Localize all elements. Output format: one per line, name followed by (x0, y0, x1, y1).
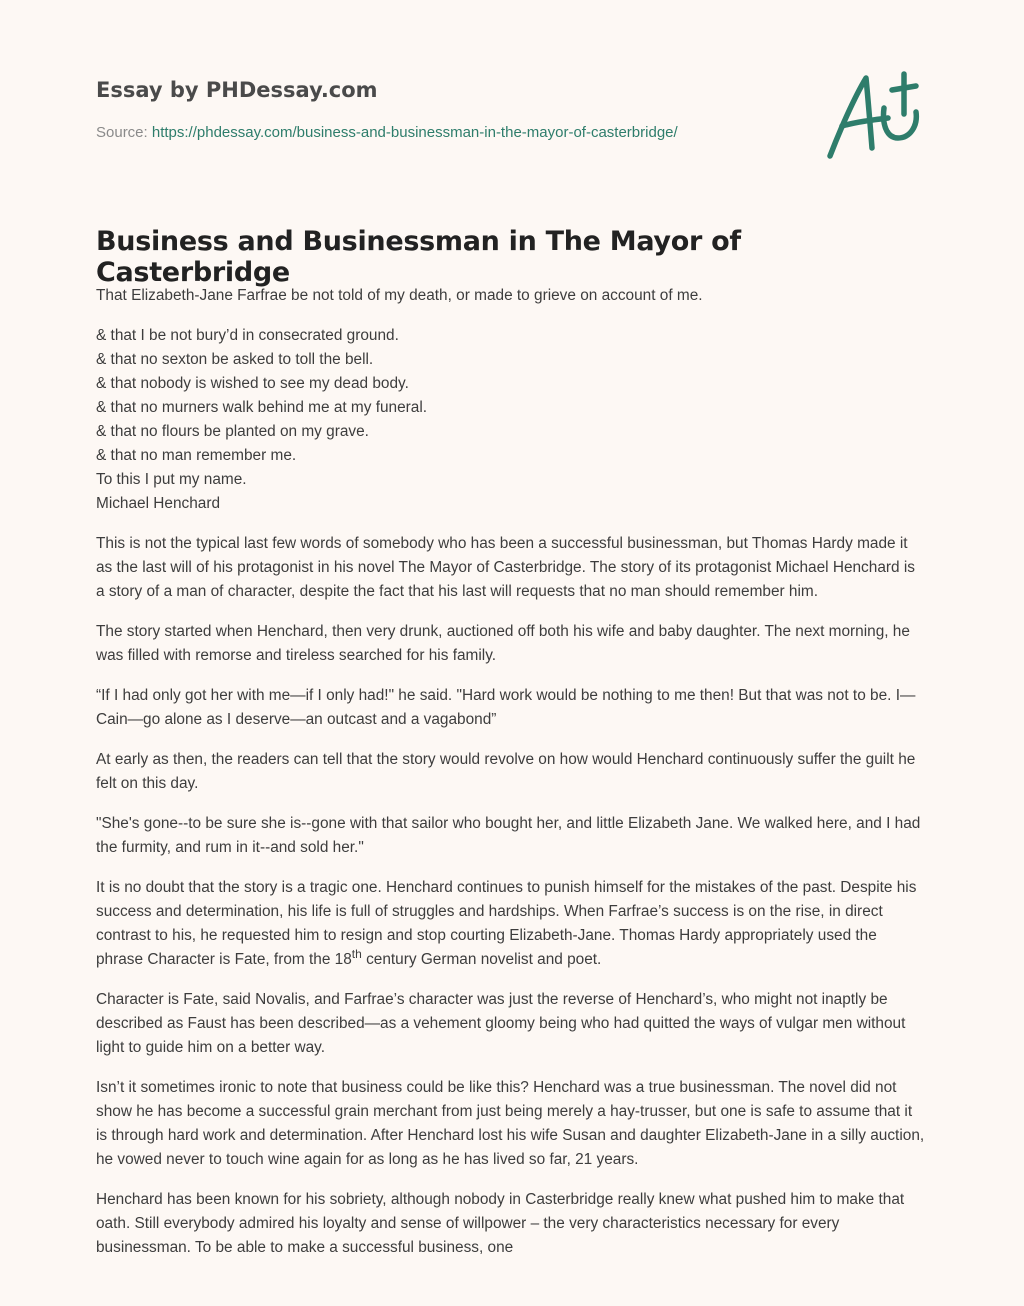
source-link[interactable]: https://phdessay.com/business-and-businessman-in-the-mayor-of-casterbridge/ (151, 124, 678, 141)
paragraph-text: century German novelist and poet. (361, 951, 602, 968)
header (96, 74, 936, 174)
paragraph: “If I had only got her with me—if I only had!" he said. "Hard work would be nothing to me then! But that was not to be. I—Cain—go alone as I deserve—an outcast and a vagabond” (96, 687, 916, 728)
will-verse (96, 324, 926, 516)
verse-line: To this I put my name. (96, 471, 247, 488)
verse-line: & that I be not bury’d in consecrated ground. (96, 327, 399, 344)
paragraph: This is not the typical last few words of somebody who has been a successful businessman, but Thomas Hardy made it as the last will of his protagonist in his novel The Mayor of Casterbridge. The story of its protagonist Michael Henchard is a story of a man of character, despite the fact that his last will requests that no man should remember him. (96, 535, 915, 600)
essay-body (96, 284, 926, 1276)
paragraph: That Elizabeth-Jane Farfrae be not told of my death, or made to grieve on account of me. (96, 287, 703, 304)
paragraph: At early as then, the readers can tell that the story would revolve on how would Henchard continuously suffer the guilt he felt on this day. (96, 751, 916, 792)
verse-line: & that no flours be planted on my grave. (96, 423, 369, 440)
paragraph: Isn’t it sometimes ironic to note that business could be like this? Henchard was a true businessman. The novel did not show he has become a successful grain merchant from just being merely a hay-trusser, but one is safe to assume that it is through hard work and determination. After Henchard lost his wife Susan and daughter Elizabeth-Jane in a silly auction, he vowed never to touch wine again for as long as he has lived so far, 21 years. (96, 1079, 925, 1168)
source-line (96, 124, 678, 141)
paragraph: "She's gone--to be sure she is--gone with that sailor who bought her, and little Elizabeth Jane. We walked here, and I had the furmity, and rum in it--and sold her." (96, 815, 921, 856)
verse-line: & that no man remember me. (96, 447, 297, 464)
verse-line: & that nobody is wished to see my dead body. (96, 375, 409, 392)
paragraph: Henchard has been known for his sobriety, although nobody in Casterbridge really knew what pushed him to make that oath. Still everybody admired his loyalty and sense of willpower – the very characteristics necessary for every businessman. To be able to make a successful business, one (96, 1191, 905, 1256)
verse-line: Michael Henchard (96, 495, 221, 512)
paragraph: The story started when Henchard, then very drunk, auctioned off both his wife and baby daughter. The next morning, he was filled with remorse and tireless searched for his family. (96, 623, 910, 664)
ordinal-suffix: th (351, 946, 362, 961)
brand-title: Essay by PHDessay.com (96, 78, 378, 102)
paragraph-text: It is no doubt that the story is a tragic one. Henchard continues to punish himself for the mistakes of the past. Despite his success and determination, his life is full of struggles and hardships. When Farfrae’s success is on the rise, in direct contrast to his, he requested him to resign and stop courting Elizabeth-Jane. Thomas Hardy appropriately used the phrase Character is Fate, from the 18 (96, 879, 917, 968)
verse-line: & that no murners walk behind me at my funeral. (96, 399, 428, 416)
paragraph: Character is Fate, said Novalis, and Farfrae’s character was just the reverse of Henchard’s, who might not inaptly be described as Faust has been described—as a vehement gloomy being who had quitted the ways of vulgar men without light to guide him on a better way. (96, 991, 906, 1056)
a-plus-logo-icon (824, 68, 928, 164)
paragraph (96, 876, 926, 972)
essay-title: Business and Businessman in The Mayor of Casterbridge (96, 226, 741, 288)
verse-line: & that no sexton be asked to toll the bell. (96, 351, 374, 368)
source-label: Source: (96, 124, 152, 141)
